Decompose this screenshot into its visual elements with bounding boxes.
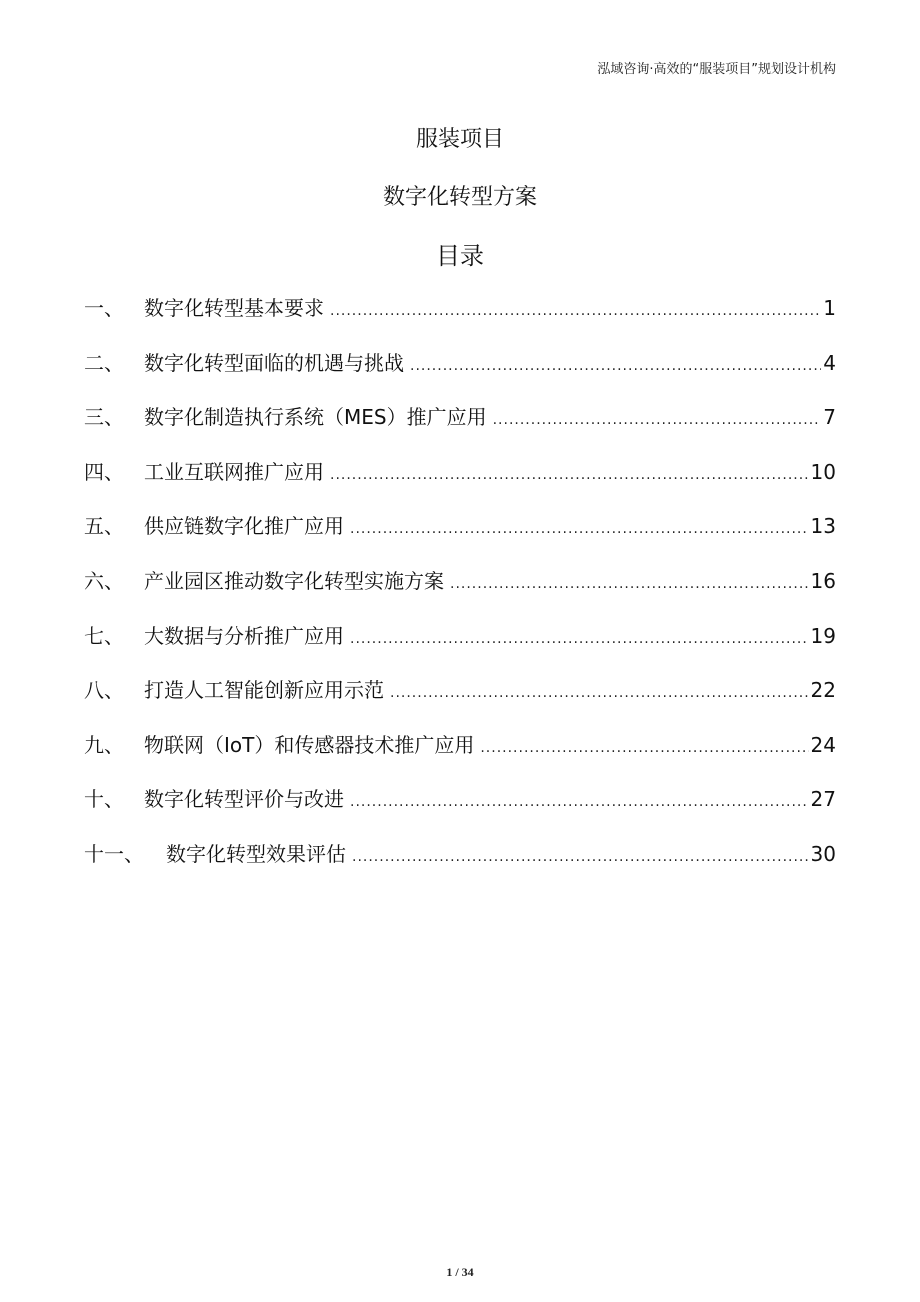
toc-entry[interactable] <box>84 563 836 618</box>
toc-entry-title: 数字化转型面临的机遇与挑战 <box>144 350 404 375</box>
toc-leader-dots <box>390 675 809 711</box>
toc-entry-title: 打造人工智能创新应用示范 <box>144 678 384 703</box>
toc-entry-title: 数字化转型基本要求 <box>144 296 324 320</box>
page-indicator: 1 / 34 <box>446 1265 474 1279</box>
toc-entry-number: 四、 <box>84 459 124 484</box>
toc-entry-page: 24 <box>810 732 836 757</box>
toc-leader-dots <box>480 730 808 766</box>
toc-entry-title: 大数据与分析推广应用 <box>144 623 344 648</box>
toc-leader-dots <box>350 784 809 820</box>
table-of-contents <box>84 290 836 891</box>
toc-entry-number: 三、 <box>84 405 124 430</box>
toc-entry-page: 4 <box>823 350 836 375</box>
toc-leader-dots <box>410 348 821 384</box>
toc-entry-number: 七、 <box>84 623 124 648</box>
toc-entry-number: 十一、 <box>84 841 144 866</box>
toc-leader-dots <box>352 839 809 875</box>
toc-entry[interactable] <box>84 290 836 345</box>
toc-entry[interactable] <box>84 836 836 891</box>
toc-leader-dots <box>350 621 809 657</box>
toc-entry-page: 19 <box>810 623 836 648</box>
toc-entry[interactable] <box>84 727 836 782</box>
toc-entry-page: 30 <box>810 841 836 866</box>
toc-entry[interactable] <box>84 618 836 673</box>
toc-leader-dots <box>450 566 809 602</box>
toc-entry-number: 九、 <box>84 732 124 757</box>
toc-entry[interactable] <box>84 399 836 454</box>
toc-entry-title: 工业互联网推广应用 <box>144 459 324 484</box>
toc-entry-number: 二、 <box>84 350 124 375</box>
toc-entry[interactable] <box>84 345 836 400</box>
toc-entry-title: 物联网（IoT）和传感器技术推广应用 <box>144 732 475 757</box>
toc-entry-title: 数字化制造执行系统（MES）推广应用 <box>144 405 487 430</box>
toc-entry-number: 一、 <box>84 296 124 320</box>
document-title: 服装项目 <box>415 127 504 152</box>
toc-leader-dots <box>330 293 821 329</box>
toc-entry-title: 数字化转型评价与改进 <box>144 787 344 812</box>
document-subtitle: 数字化转型方案 <box>382 185 537 210</box>
toc-entry-number: 六、 <box>84 568 124 593</box>
document-header: 泓域咨询·高效的“服装项目”规划设计机构 <box>597 62 836 77</box>
toc-entry-page: 22 <box>810 678 836 703</box>
toc-leader-dots <box>330 457 809 493</box>
toc-entry-page: 7 <box>823 405 836 430</box>
toc-entry-page: 13 <box>810 514 836 539</box>
toc-entry-number: 五、 <box>84 514 124 539</box>
toc-entry-title: 数字化转型效果评估 <box>166 841 346 866</box>
toc-entry-page: 16 <box>810 568 836 593</box>
toc-entry[interactable] <box>84 781 836 836</box>
toc-entry-title: 供应链数字化推广应用 <box>144 514 344 539</box>
toc-entry-page: 10 <box>810 459 836 484</box>
toc-entry-title: 产业园区推动数字化转型实施方案 <box>144 568 444 593</box>
toc-entry[interactable] <box>84 508 836 563</box>
toc-entry[interactable] <box>84 672 836 727</box>
toc-entry-number: 十、 <box>84 787 124 812</box>
toc-leader-dots <box>493 402 822 438</box>
toc-leader-dots <box>350 511 809 547</box>
toc-heading: 目录 <box>436 242 484 270</box>
toc-entry-page: 27 <box>810 787 836 812</box>
toc-entry[interactable] <box>84 454 836 509</box>
toc-entry-page: 1 <box>823 296 836 320</box>
toc-entry-number: 八、 <box>84 678 124 703</box>
